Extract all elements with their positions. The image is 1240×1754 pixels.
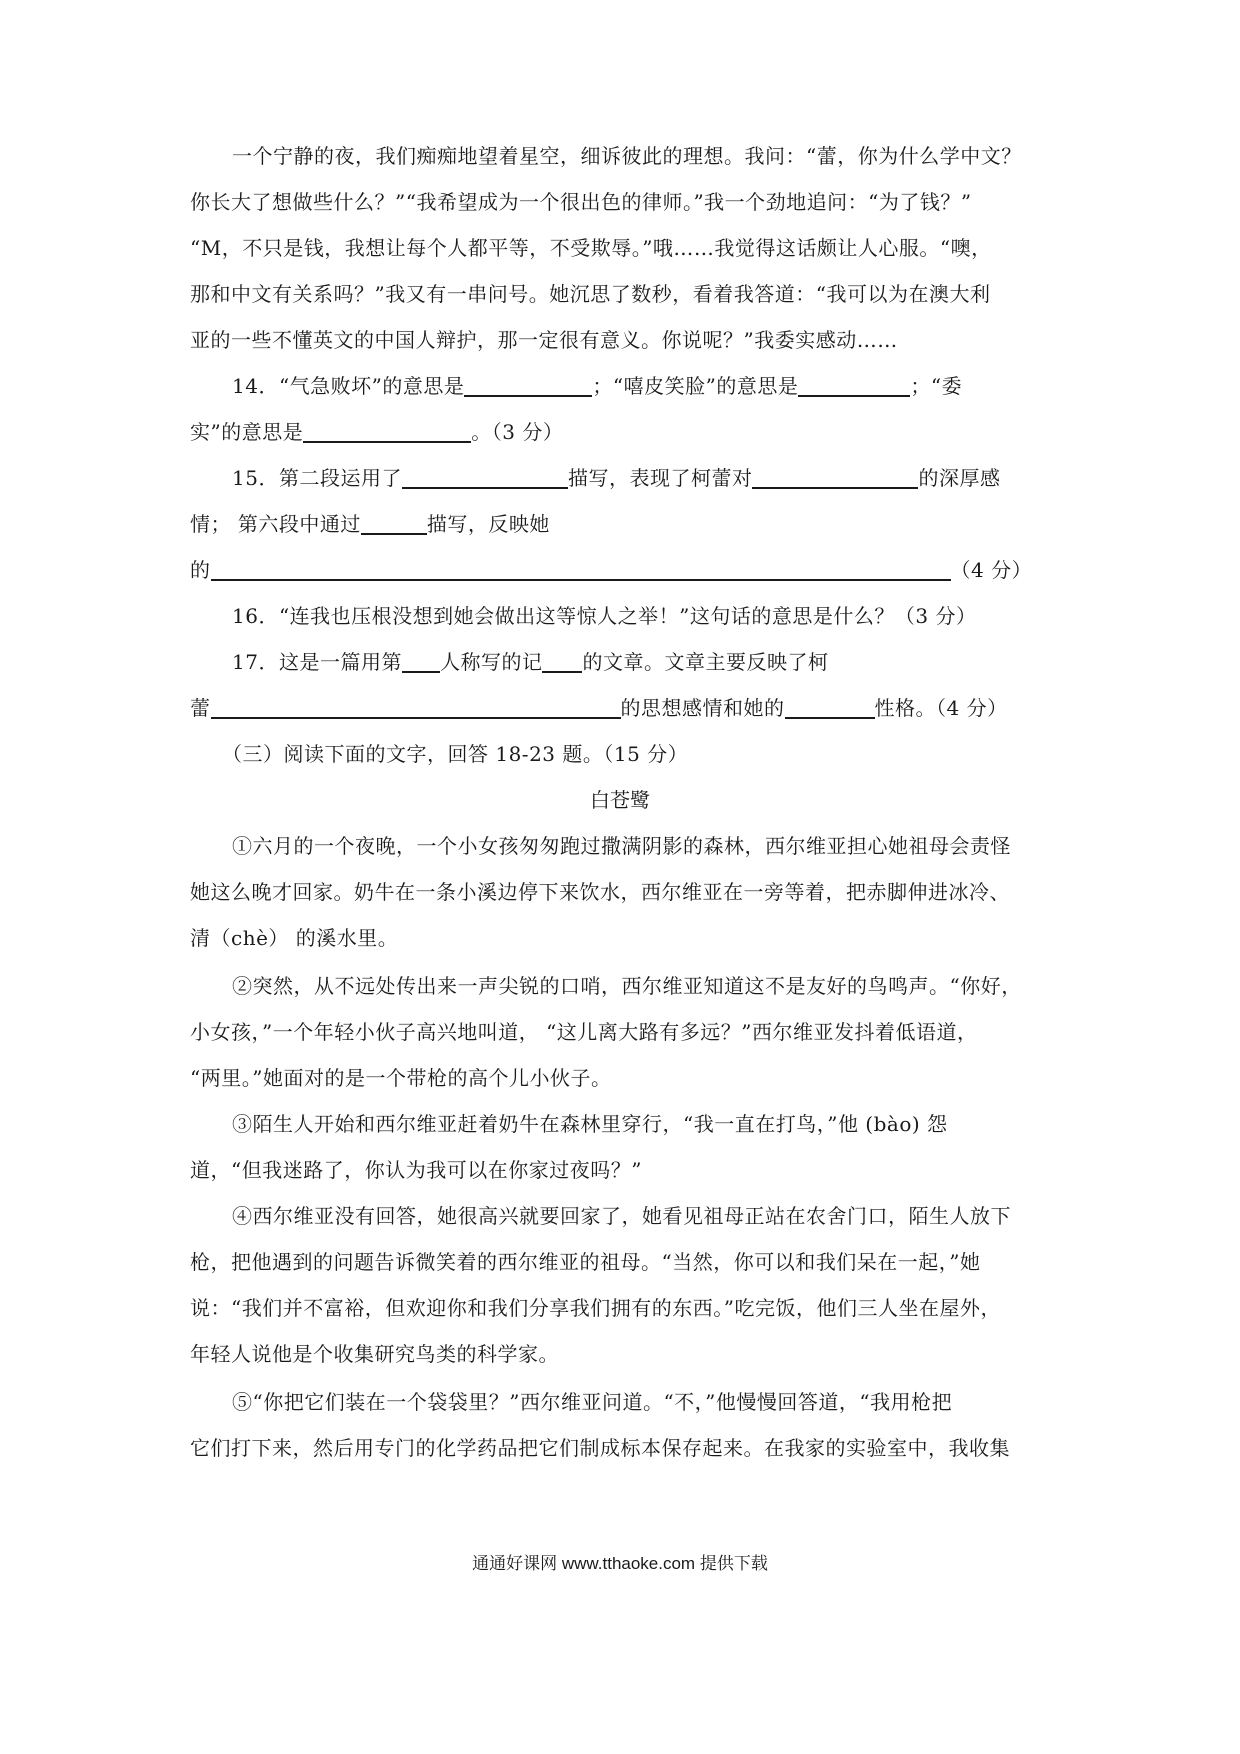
answer-blank[interactable] [211,697,621,719]
story-line: 道，“但我迷路了，你认为我可以在你家过夜吗？” [190,1158,642,1182]
q14-text-e: 。（3 分） [471,420,564,444]
passage-line: 亚的一些不懂英文的中国人辩护，那一定很有意义。你说呢？”我委实感动…… [190,328,898,352]
story-line: 说：“我们并不富裕，但欢迎你和我们分享我们拥有的东西。”吃完饭，他们三人坐在屋外， [190,1296,1001,1320]
question-15-cont2 [190,556,1032,584]
story-title: 白苍鹭 [590,788,650,812]
answer-blank[interactable] [798,375,910,397]
answer-blank[interactable] [785,697,875,719]
q17-text-e: 的思想感情和她的 [620,696,785,720]
q17-text-a: 17．这是一篇用第 [232,650,402,674]
q14-text-a: 14．“气急败坏”的意思是 [232,374,465,398]
answer-blank[interactable] [361,513,427,535]
q14-text-b: ；“嘻皮笑脸”的意思是 [592,374,799,398]
section-heading: （三）阅读下面的文字，回答 18-23 题。（15 分） [222,742,689,766]
question-17 [232,648,828,676]
q15-text-e: 描写，反映她 [426,512,550,536]
passage-line: 那和中文有关系吗？”我又有一串问号。她沉思了数秒，看着我答道：“我可以为在澳大利 [190,282,991,306]
answer-blank[interactable] [542,651,582,673]
story-line: ④西尔维亚没有回答，她很高兴就要回家了，她看见祖母正站在农舍门口，陌生人放下 [232,1204,1011,1228]
passage-line: 你长大了想做些什么？”“我希望成为一个很出色的律师。”我一个劲地追问：“为了钱？” [190,190,972,214]
story-line: “两里。”她面对的是一个带枪的高个儿小伙子。 [190,1066,612,1090]
passage-line: “M，不只是钱，我想让每个人都平等，不受欺辱。”哦……我觉得这话颇让人心服。“噢， [190,236,992,260]
answer-blank[interactable] [402,467,568,489]
story-line: ⑤“你把它们装在一个袋袋里？”西尔维亚问道。“不，”他慢慢回答道，“我用枪把 [232,1390,953,1414]
passage-line: 一个宁静的夜，我们痴痴地望着星空，细诉彼此的理想。我问：“蕾，你为什么学中文？ [232,144,1022,168]
question-17-cont [190,694,1008,722]
answer-blank[interactable] [464,375,592,397]
q15-text-c: 的深厚感 [918,466,1001,490]
q17-text-b: 人称写的记 [439,650,543,674]
answer-blank[interactable] [402,651,440,673]
q14-text-d: 实”的意思是 [190,420,304,444]
question-15-cont [190,510,550,538]
q15-text-a: 15．第二段运用了 [232,466,402,490]
story-line: 枪，把他遇到的问题告诉微笑着的西尔维亚的祖母。“当然，你可以和我们呆在一起，”她 [190,1250,981,1274]
q15-text-g: （4 分） [950,558,1033,582]
question-16: 16．“连我也压根没想到她会做出这等惊人之举！”这句话的意思是什么？（3 分） [232,604,977,628]
q17-text-d: 蕾 [190,696,211,720]
story-line: 清（chè） 的溪水里。 [190,926,399,950]
answer-blank[interactable] [303,421,471,443]
question-15 [232,464,1000,492]
q14-text-c: ；“委 [910,374,963,398]
answer-blank[interactable] [211,559,951,581]
q15-text-f: 的 [190,558,211,582]
q15-text-d: 情； 第六段中通过 [190,512,361,536]
q17-text-f: 性格。（4 分） [874,696,1008,720]
question-14 [232,372,962,400]
story-line: ①六月的一个夜晚，一个小女孩匆匆跑过撒满阴影的森林，西尔维亚担心她祖母会责怪 [232,834,1011,858]
story-line: ②突然，从不远处传出来一声尖锐的口哨，西尔维亚知道这不是友好的鸟鸣声。“你好， [232,974,1022,998]
story-line: 她这么晚才回家。奶牛在一条小溪边停下来饮水，西尔维亚在一旁等着，把赤脚伸进冰冷、 [190,880,1010,904]
answer-blank[interactable] [752,467,918,489]
q17-text-c: 的文章。文章主要反映了柯 [582,650,829,674]
page-footer: 通通好课网 www.tthaoke.com 提供下载 [472,1554,768,1573]
q15-text-b: 描写，表现了柯蕾对 [567,466,753,490]
story-line: 它们打下来，然后用专门的化学药品把它们制成标本保存起来。在我家的实验室中，我收集 [190,1436,1010,1460]
story-line: ③陌生人开始和西尔维亚赶着奶牛在森林里穿行，“我一直在打鸟，”他 (bào) 怨 [232,1112,948,1136]
story-line: 小女孩，”一个年轻小伙子高兴地叫道， “这儿离大路有多远？”西尔维亚发抖着低语道， [190,1020,978,1044]
story-line: 年轻人说他是个收集研究鸟类的科学家。 [190,1342,559,1366]
question-14-cont [190,418,563,446]
